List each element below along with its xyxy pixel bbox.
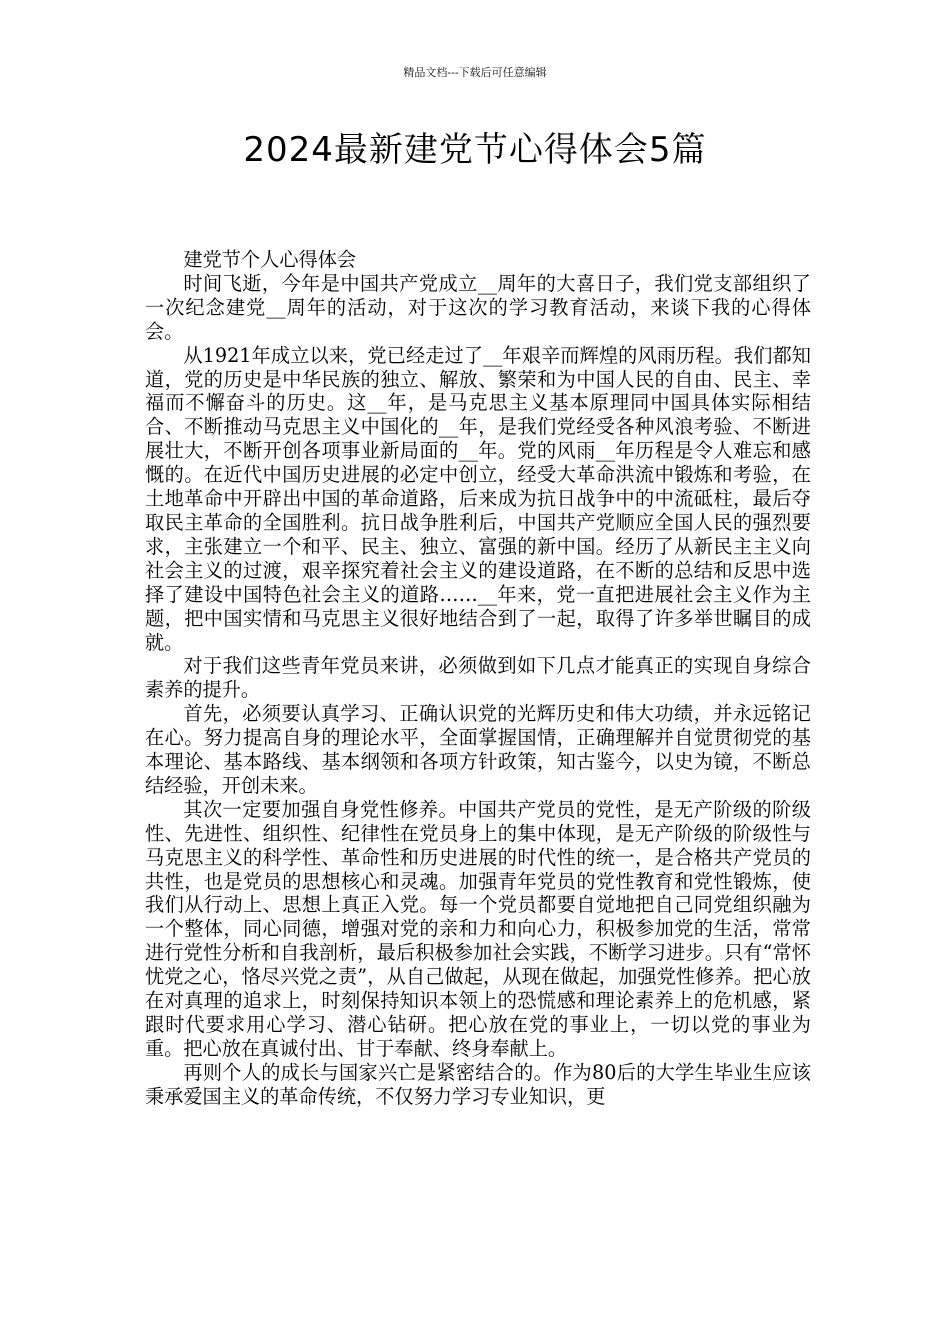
- document-title: 2024最新建党节心得体会5篇: [243, 130, 707, 170]
- paragraph: 再则个人的成长与国家兴亡是紧密结合的。作为80后的大学生毕业生应该秉承爱国主义的革命传统，不仅努力学习专业知识，更: [145, 1060, 811, 1108]
- paragraph: 从1921年成立以来，党已经走过了__年艰辛而辉煌的风雨历程。我们都知道，党的历史是中华民族的独立、解放、繁荣和为中国人民的自由、民主、幸福而不懈奋斗的历史。这__年，是马克思主义基本原理同中国具体实际相结合、不断推动马克思主义中国化的__年，是我们党经受各种风浪考验、不断进展壮大，不断开创各项事业新局面的__年。党的风雨__年历程是令人难忘和感慨的。在近代中国历史进展的必定中创立，经受大革命洪流中锻炼和考验，在土地革命中开辟出中国的革命道路，后来成为抗日战争中的中流砥柱，最后夺取民主革命的全国胜利。抗日战争胜利后，中国共产党顺应全国人民的强烈要求，主张建立一个和平、民主、独立、富强的新中国。经历了从新民主主义向社会主义的过渡，艰辛探究着社会主义的建设道路，在不断的总结和反思中选择了建设中国特色社会主义的道路……__年来，党一直把进展社会主义作为主题，把中国实情和马克思主义很好地结合到了一起，取得了许多举世瞩目的成就。: [145, 343, 811, 654]
- header-note: 精品文档---下载后可任意编辑: [403, 66, 547, 79]
- paragraph: 对于我们这些青年党员来讲，必须做到如下几点才能真正的实现自身综合素养的提升。: [145, 654, 811, 702]
- document-body: [145, 248, 811, 1109]
- paragraph: 其次一定要加强自身党性修养。中国共产党员的党性，是无产阶级的阶级性、先进性、组织性、纪律性在党员身上的集中体现，是无产阶级的阶级性与马克思主义的科学性、革命性和历史进展的时代性的统一，是合格共产党员的共性，也是党员的思想核心和灵魂。加强青年党员的党性教育和党性锻炼，使我们从行动上、思想上真正入党。每一个党员都要自觉地把自己同党组织融为一个整体，同心同德，增强对党的亲和力和向心力，积极参加党的生活，常常进行党性分析和自我剖析，最后积极参加社会实践，不断学习进步。只有“常怀忧党之心，恪尽兴党之责”，从自己做起，从现在做起，加强党性修养。把心放在对真理的追求上，时刻保持知识本领上的恐慌感和理论素养上的危机感，紧跟时代要求用心学习、潜心钻研。把心放在党的事业上，一切以党的事业为重。把心放在真诚付出、甘于奉献、终身奉献上。: [145, 797, 811, 1060]
- paragraph-subheading: 建党节个人心得体会: [183, 248, 357, 271]
- paragraph: 首先，必须要认真学习、正确认识党的光辉历史和伟大功绩，并永远铭记在心。努力提高自身的理论水平，全面掌握国情，正确理解并自觉贯彻党的基本理论、基本路线、基本纲领和各项方针政策，知古鉴今，以史为镜，不断总结经验，开创未来。: [145, 702, 811, 797]
- paragraph: 时间飞逝，今年是中国共产党成立__周年的大喜日子，我们党支部组织了一次纪念建党__周年的活动，对于这次的学习教育活动，来谈下我的心得体会。: [145, 271, 811, 343]
